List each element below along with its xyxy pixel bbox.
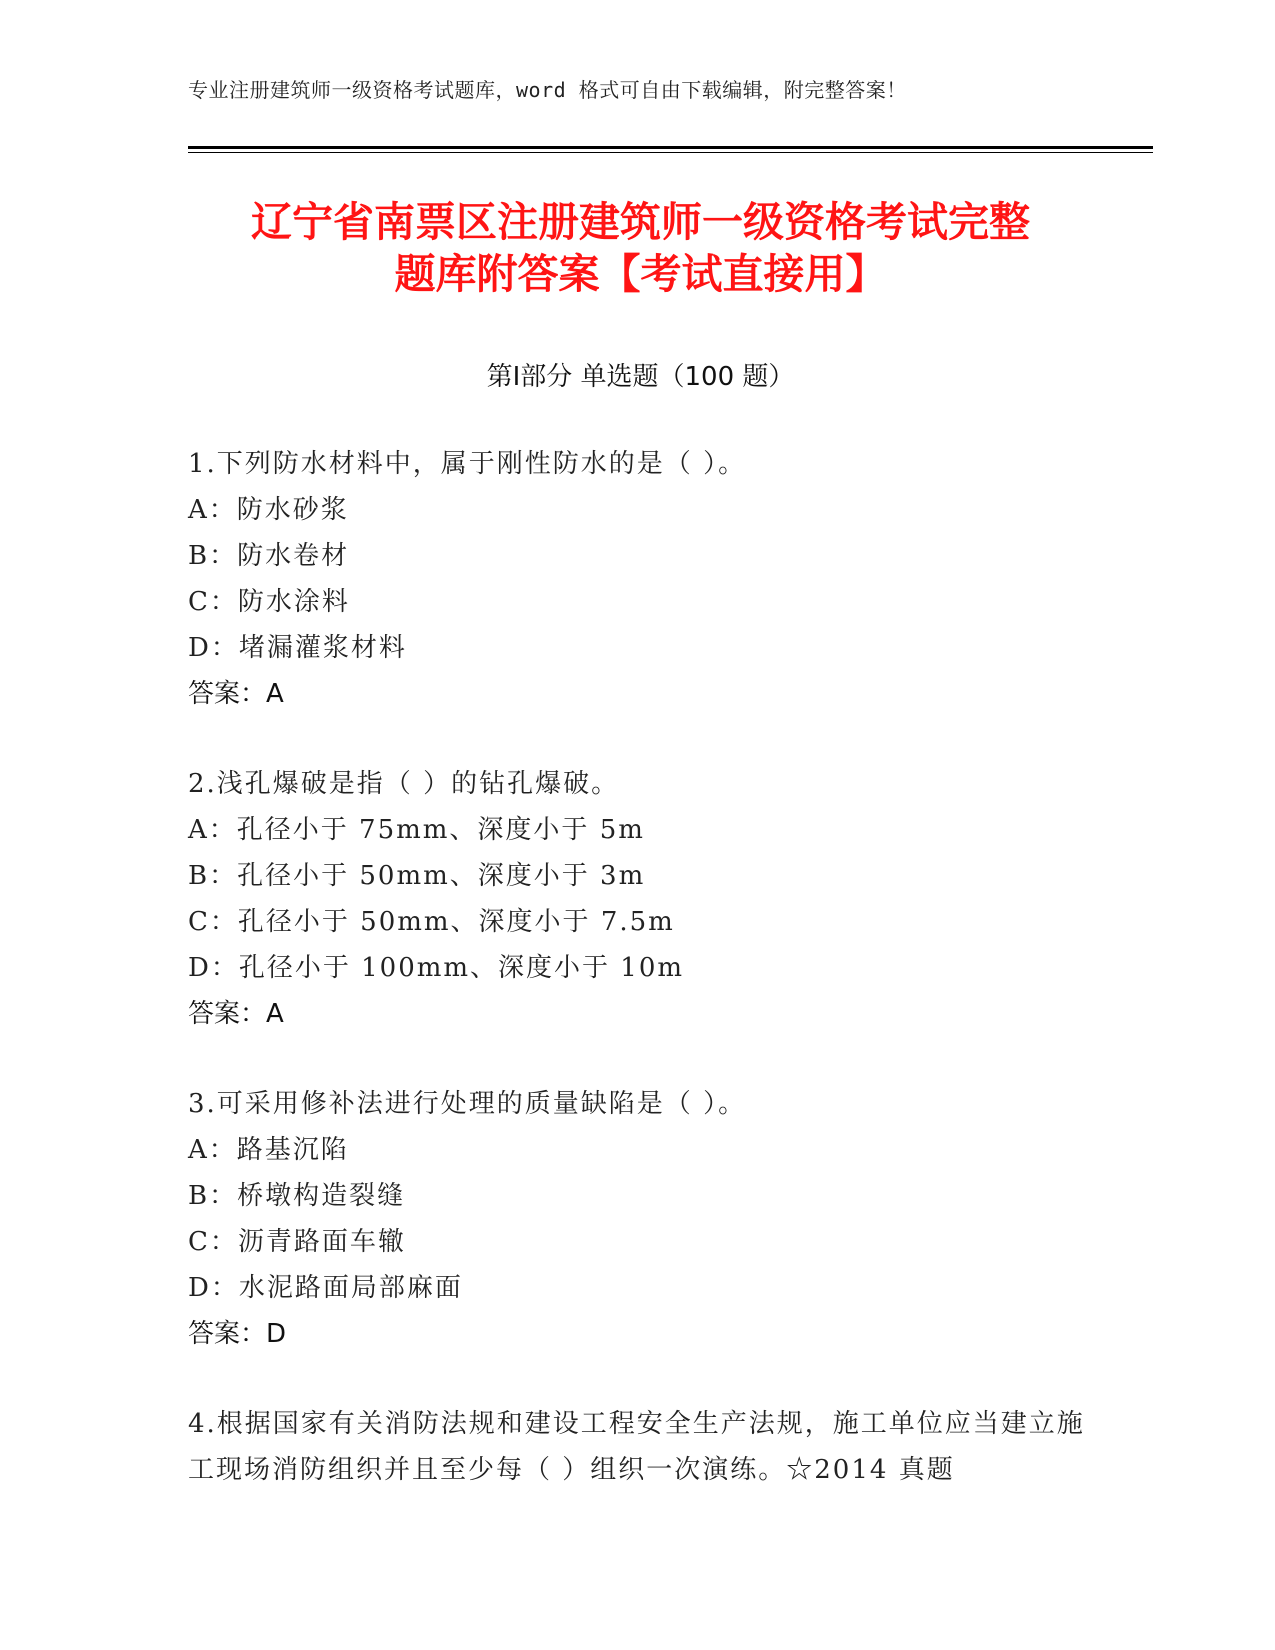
option-b: B：防水卷材	[188, 541, 350, 571]
question-stem: 2.浅孔爆破是指（ ）的钻孔爆破。	[188, 769, 620, 799]
question-stem: 1.下列防水材料中，属于刚性防水的是（ ）。	[188, 449, 747, 479]
option-b: B：桥墩构造裂缝	[188, 1181, 406, 1211]
header-note: 专业注册建筑师一级资格考试题库，word 格式可自由下载编辑，附完整答案！	[188, 78, 907, 102]
header-rule-thick	[188, 146, 1153, 149]
option-a: A：防水砂浆	[188, 495, 349, 525]
question-list	[188, 441, 1088, 1537]
answer: 答案：A	[188, 999, 284, 1029]
option-a: A：路基沉陷	[188, 1135, 349, 1165]
document-title-line-2: 题库附答案【考试直接用】	[394, 250, 887, 298]
option-c: C：沥青路面车辙	[188, 1227, 406, 1257]
header-rule-thin	[188, 152, 1153, 153]
question-stem: 3.可采用修补法进行处理的质量缺陷是（ ）。	[188, 1089, 747, 1119]
question-4	[188, 1401, 1088, 1493]
question-2	[188, 761, 1088, 1037]
question-1	[188, 441, 1088, 717]
option-a: A：孔径小于 75mm、深度小于 5m	[188, 815, 645, 845]
document-title-line-1: 辽宁省南票区注册建筑师一级资格考试完整	[251, 198, 1030, 246]
option-b: B：孔径小于 50mm、深度小于 3m	[188, 861, 646, 891]
section-heading: 第Ⅰ部分 单选题（100 题）	[486, 362, 795, 392]
question-stem: 4.根据国家有关消防法规和建设工程安全生产法规，施工单位应当建立施工现场消防组织并且至少每（ ）组织一次演练。☆2014 真题	[188, 1409, 1085, 1485]
answer: 答案：D	[188, 1319, 287, 1349]
option-c: C：孔径小于 50mm、深度小于 7.5m	[188, 907, 675, 937]
option-c: C：防水涂料	[188, 587, 350, 617]
option-d: D：水泥路面局部麻面	[188, 1273, 463, 1303]
option-d: D：堵漏灌浆材料	[188, 633, 407, 663]
answer: 答案：A	[188, 679, 284, 709]
option-d: D：孔径小于 100mm、深度小于 10m	[188, 953, 685, 983]
question-3	[188, 1081, 1088, 1357]
document-title	[188, 196, 1093, 300]
